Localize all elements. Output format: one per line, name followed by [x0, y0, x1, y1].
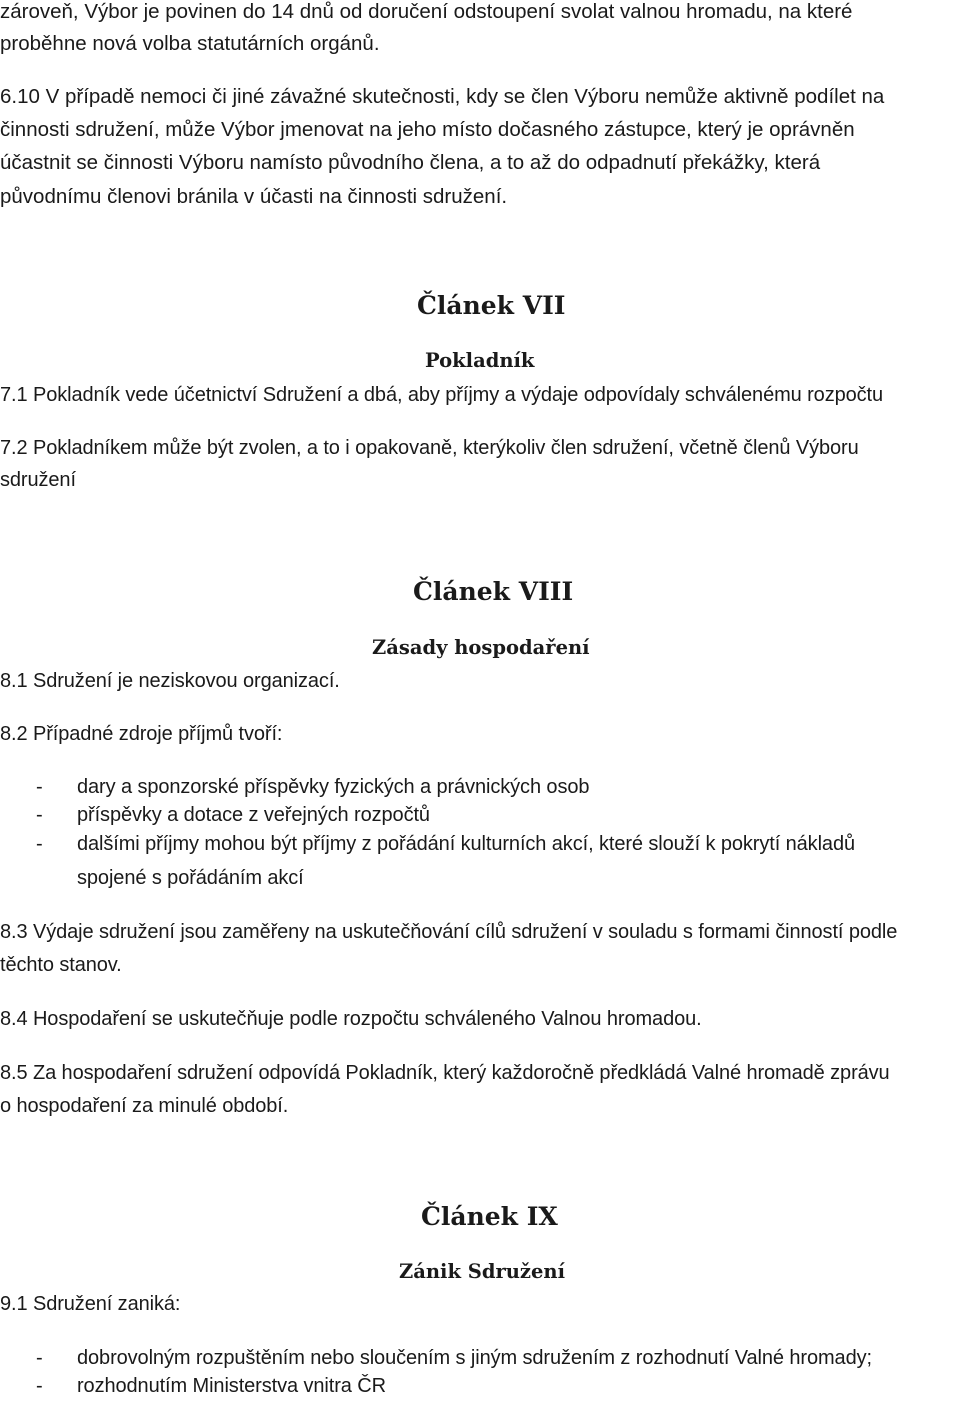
paragraph-line: 6.10 V případě nemoci či jiné závažné skutečnosti, kdy se člen Výboru nemůže aktivně podílet na — [0, 85, 885, 108]
paragraph-7-2-line1: 7.2 Pokladníkem může být zvolen, a to i opakovaně, kterýkoliv člen sdružení, včetně členů Výboru — [0, 437, 859, 459]
paragraph-9-1: 9.1 Sdružení zaniká: — [0, 1293, 181, 1315]
list-item: dobrovolným rozpuštěním nebo sloučením s jiným sdružením z rozhodnutí Valné hromady; — [77, 1347, 872, 1369]
paragraph-8-1: 8.1 Sdružení je neziskovou organizací. — [0, 670, 340, 692]
paragraph-8-5-line2: o hospodaření za minulé období. — [0, 1095, 289, 1117]
bullet-marker: - — [36, 804, 43, 826]
paragraph-line: zároveň, Výbor je povinen do 14 dnů od doručení odstoupení svolat valnou hromadu, na které — [0, 0, 853, 23]
list-item: rozhodnutím Ministerstva vnitra ČR — [77, 1375, 386, 1397]
article-9-heading: Článek IX — [421, 1202, 558, 1231]
paragraph-8-3-line2: těchto stanov. — [0, 954, 122, 976]
list-item: dary a sponzorské příspěvky fyzických a právnických osob — [77, 776, 590, 798]
paragraph-8-5-line1: 8.5 Za hospodaření sdružení odpovídá Pokladník, který každoročně předkládá Valné hromadě zprávu — [0, 1062, 890, 1084]
list-item: dalšími příjmy mohou být příjmy z pořádání kulturních akcí, které slouží k pokrytí nákladů — [77, 833, 855, 855]
bullet-marker: - — [36, 833, 43, 855]
paragraph-8-2: 8.2 Případné zdroje příjmů tvoří: — [0, 723, 283, 745]
bullet-marker: - — [36, 1375, 43, 1397]
paragraph-line: činnosti sdružení, může Výbor jmenovat na jeho místo dočasného zástupce, který je oprávněn — [0, 118, 855, 141]
paragraph-8-3-line1: 8.3 Výdaje sdružení jsou zaměřeny na uskutečňování cílů sdružení v souladu s formami činností podle — [0, 921, 898, 943]
paragraph-line: účastnit se činnosti Výboru namísto původního člena, a to až do odpadnutí překážky, která — [0, 151, 821, 174]
paragraph-8-4: 8.4 Hospodaření se uskutečňuje podle rozpočtu schváleného Valnou hromadou. — [0, 1008, 702, 1030]
article-7-subheading: Pokladník — [425, 349, 535, 372]
paragraph-7-2-line2: sdružení — [0, 469, 76, 491]
article-9-subheading: Zánik Sdružení — [399, 1260, 565, 1283]
paragraph-7-1: 7.1 Pokladník vede účetnictví Sdružení a dbá, aby příjmy a výdaje odpovídaly schválenému rozpočtu — [0, 384, 884, 406]
paragraph-line: proběhne nová volba statutárních orgánů. — [0, 32, 380, 55]
article-8-subheading: Zásady hospodaření — [372, 636, 590, 659]
bullet-marker: - — [36, 776, 43, 798]
article-8-heading: Článek VIII — [413, 577, 574, 606]
article-7-heading: Článek VII — [417, 291, 566, 320]
list-item-continuation: spojené s pořádáním akcí — [77, 867, 304, 889]
paragraph-line: původnímu členovi bránila v účasti na činnosti sdružení. — [0, 185, 508, 208]
list-item: příspěvky a dotace z veřejných rozpočtů — [77, 804, 430, 826]
bullet-marker: - — [36, 1347, 43, 1369]
